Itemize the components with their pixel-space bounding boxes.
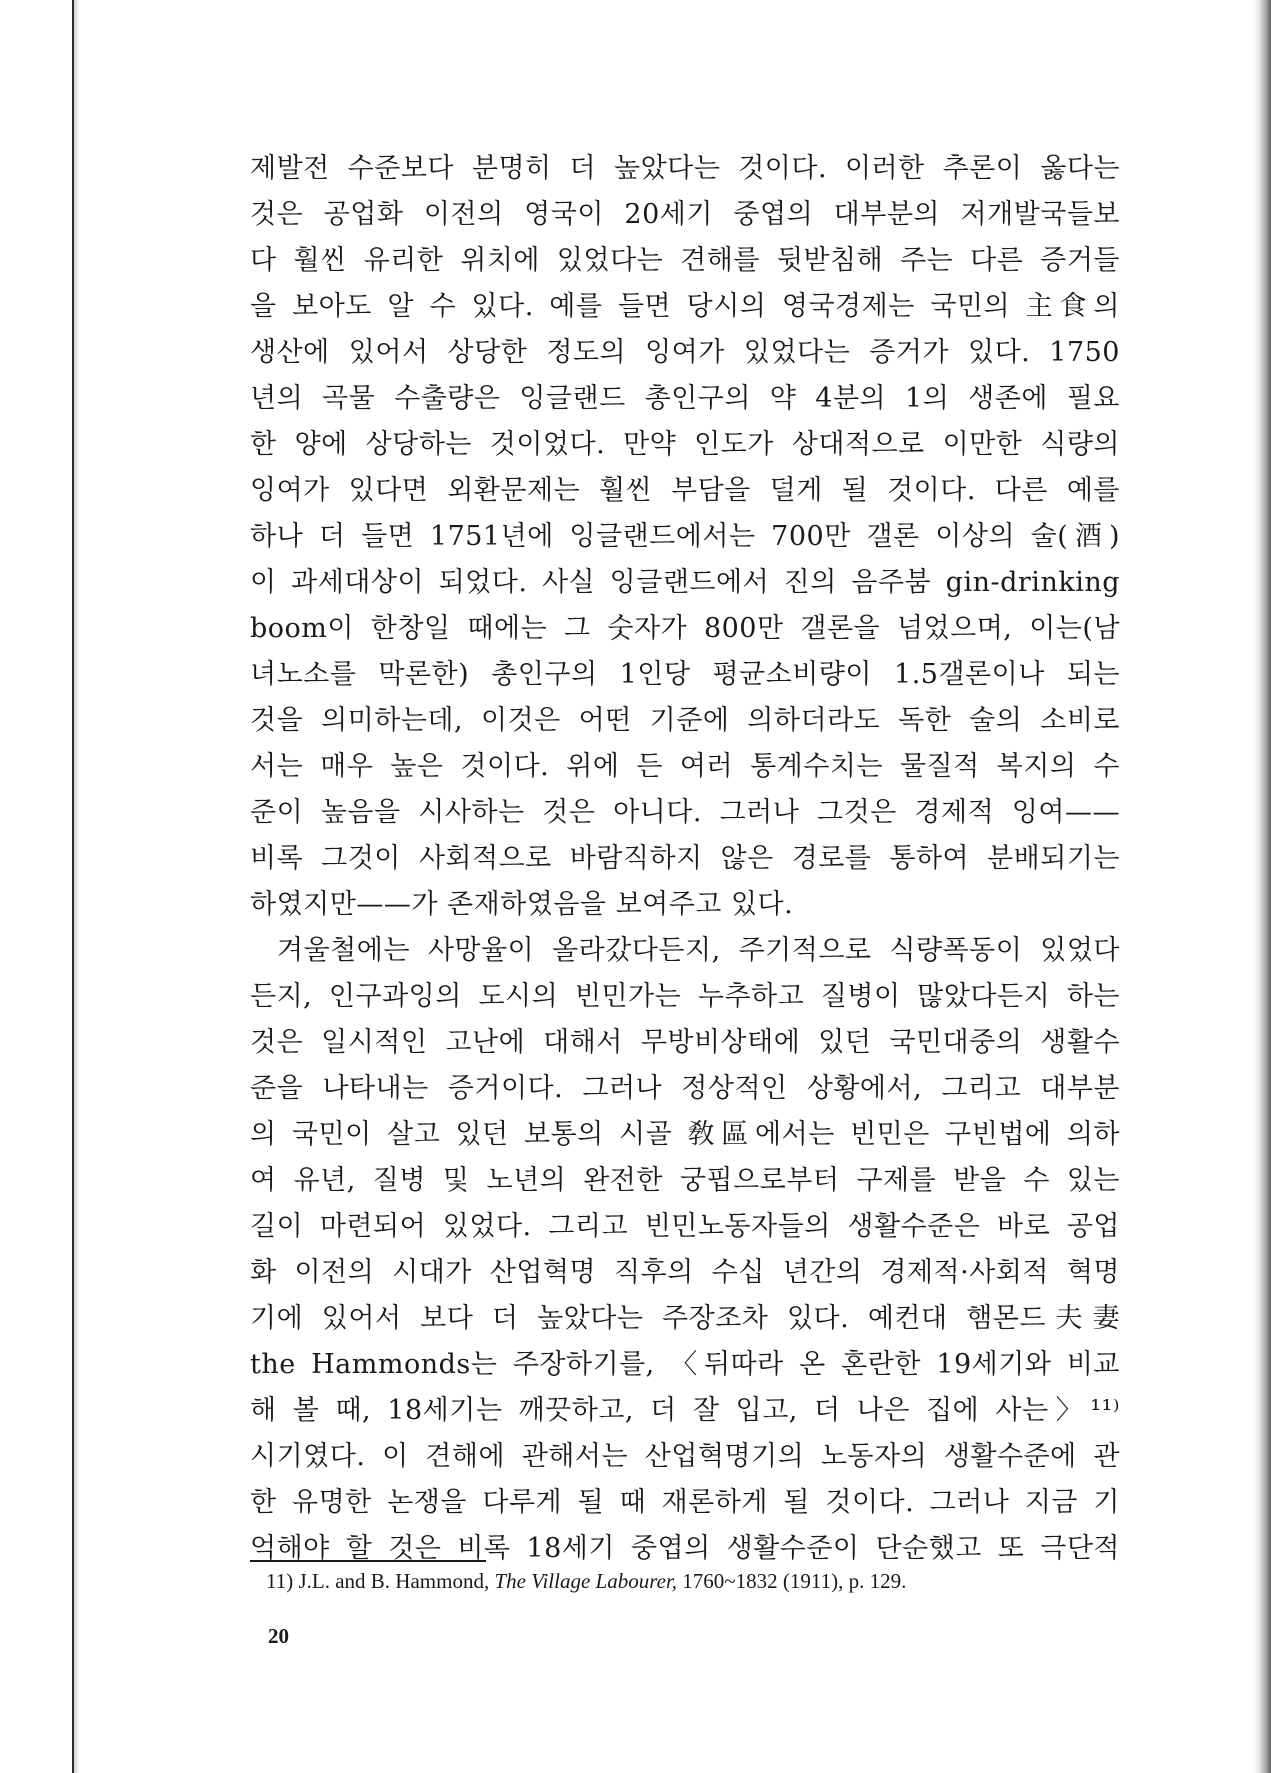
text-line: 해 볼 때, 18세기는 깨끗하고, 더 잘 입고, 더 나은 집에 사는〉¹¹⁾ xyxy=(250,1395,1120,1426)
footnote-title: The Village Labourer, xyxy=(494,1569,678,1593)
text-line: 하나 더 들면 1751년에 잉글랜드에서는 700만 갤론 이상의 술(酒) xyxy=(250,521,1120,552)
text-line: 한 양에 상당하는 것이었다. 만약 인도가 상대적으로 이만한 식량의 xyxy=(250,429,1120,460)
text-line: 여 유년, 질병 및 노년의 완전한 궁핍으로부터 구제를 받을 수 있는 xyxy=(250,1165,1120,1196)
footnote-marker: 11) xyxy=(266,1569,294,1593)
footnote-authors: J.L. and B. Hammond, xyxy=(298,1569,490,1593)
text-line: 을 보아도 알 수 있다. 예를 들면 당시의 영국경제는 국민의 主食의 xyxy=(250,291,1120,322)
text-line: 비록 그것이 사회적으로 바람직하지 않은 경로를 통하여 분배되기는 xyxy=(250,843,1120,874)
paragraph-1 xyxy=(250,146,1120,928)
text-line: 겨울철에는 사망율이 올라갔다든지, 주기적으로 식량폭동이 있었다 xyxy=(277,935,1120,966)
text-line: 준이 높음을 시사하는 것은 아니다. 그러나 그것은 경제적 잉여—— xyxy=(250,797,1120,828)
text-line: 억해야 할 것은 비록 18세기 중엽의 생활수준이 단순했고 또 극단적 xyxy=(250,1533,1120,1564)
text-line: 준을 나타내는 증거이다. 그러나 정상적인 상황에서, 그리고 대부분 xyxy=(250,1073,1120,1104)
page-left-edge xyxy=(72,0,80,1773)
paragraph-2 xyxy=(250,928,1120,1572)
text-line: 제발전 수준보다 분명히 더 높았다는 것이다. 이러한 추론이 옳다는 xyxy=(250,153,1120,184)
text-line: 기에 있어서 보다 더 높았다는 주장조차 있다. 예컨대 햄몬드夫妻 xyxy=(250,1303,1120,1334)
text-line: boom이 한창일 때에는 그 숫자가 800만 갤론을 넘었으며, 이는(남 xyxy=(250,613,1120,644)
text-line: 생산에 있어서 상당한 정도의 잉여가 있었다는 증거가 있다. 1750 xyxy=(250,337,1120,368)
text-line: 화 이전의 시대가 산업혁명 직후의 수십 년간의 경제적·사회적 혁명 xyxy=(250,1257,1120,1288)
footnote-rest: 1760~1832 (1911), p. 129. xyxy=(682,1569,907,1593)
text-line: 잉여가 있다면 외환문제는 훨씬 부담을 덜게 될 것이다. 다른 예를 xyxy=(250,475,1120,506)
text-line: the Hammonds는 주장하기를, 〈뒤따라 온 혼란한 19세기와 비교 xyxy=(250,1349,1120,1380)
text-line: 것은 일시적인 고난에 대해서 무방비상태에 있던 국민대중의 생활수 xyxy=(250,1027,1120,1058)
text-line: 서는 매우 높은 것이다. 위에 든 여러 통계수치는 물질적 복지의 수 xyxy=(250,751,1120,782)
text-line: 다 훨씬 유리한 위치에 있었다는 견해를 뒷받침해 주는 다른 증거들 xyxy=(250,245,1120,276)
page-right-edge xyxy=(1253,0,1271,1773)
page-body xyxy=(250,146,1120,1572)
text-line: 것을 의미하는데, 이것은 어떤 기준에 의하더라도 독한 술의 소비로 xyxy=(250,705,1120,736)
text-line: 의 국민이 살고 있던 보통의 시골 敎區에서는 빈민은 구빈법에 의하 xyxy=(250,1119,1120,1150)
text-line: 녀노소를 막론한) 총인구의 1인당 평균소비량이 1.5갤론이나 되는 xyxy=(250,659,1120,690)
page-number: 20 xyxy=(268,1624,289,1648)
footnote-divider xyxy=(250,1560,486,1562)
footnote xyxy=(266,1567,906,1595)
text-line: 한 유명한 논쟁을 다루게 될 때 재론하게 될 것이다. 그러나 지금 기 xyxy=(250,1487,1120,1518)
text-line: 이 과세대상이 되었다. 사실 잉글랜드에서 진의 음주붐 gin-drinking xyxy=(250,567,1120,598)
text-line: 하였지만——가 존재하였음을 보여주고 있다. xyxy=(250,889,794,920)
text-line: 것은 공업화 이전의 영국이 20세기 중엽의 대부분의 저개발국들보 xyxy=(250,199,1120,230)
text-line: 시기였다. 이 견해에 관해서는 산업혁명기의 노동자의 생활수준에 관 xyxy=(250,1441,1120,1472)
text-line: 길이 마련되어 있었다. 그리고 빈민노동자들의 생활수준은 바로 공업 xyxy=(250,1211,1120,1242)
text-line: 년의 곡물 수출량은 잉글랜드 총인구의 약 4분의 1의 생존에 필요 xyxy=(250,383,1120,414)
text-line: 든지, 인구과잉의 도시의 빈민가는 누추하고 질병이 많았다든지 하는 xyxy=(250,981,1120,1012)
